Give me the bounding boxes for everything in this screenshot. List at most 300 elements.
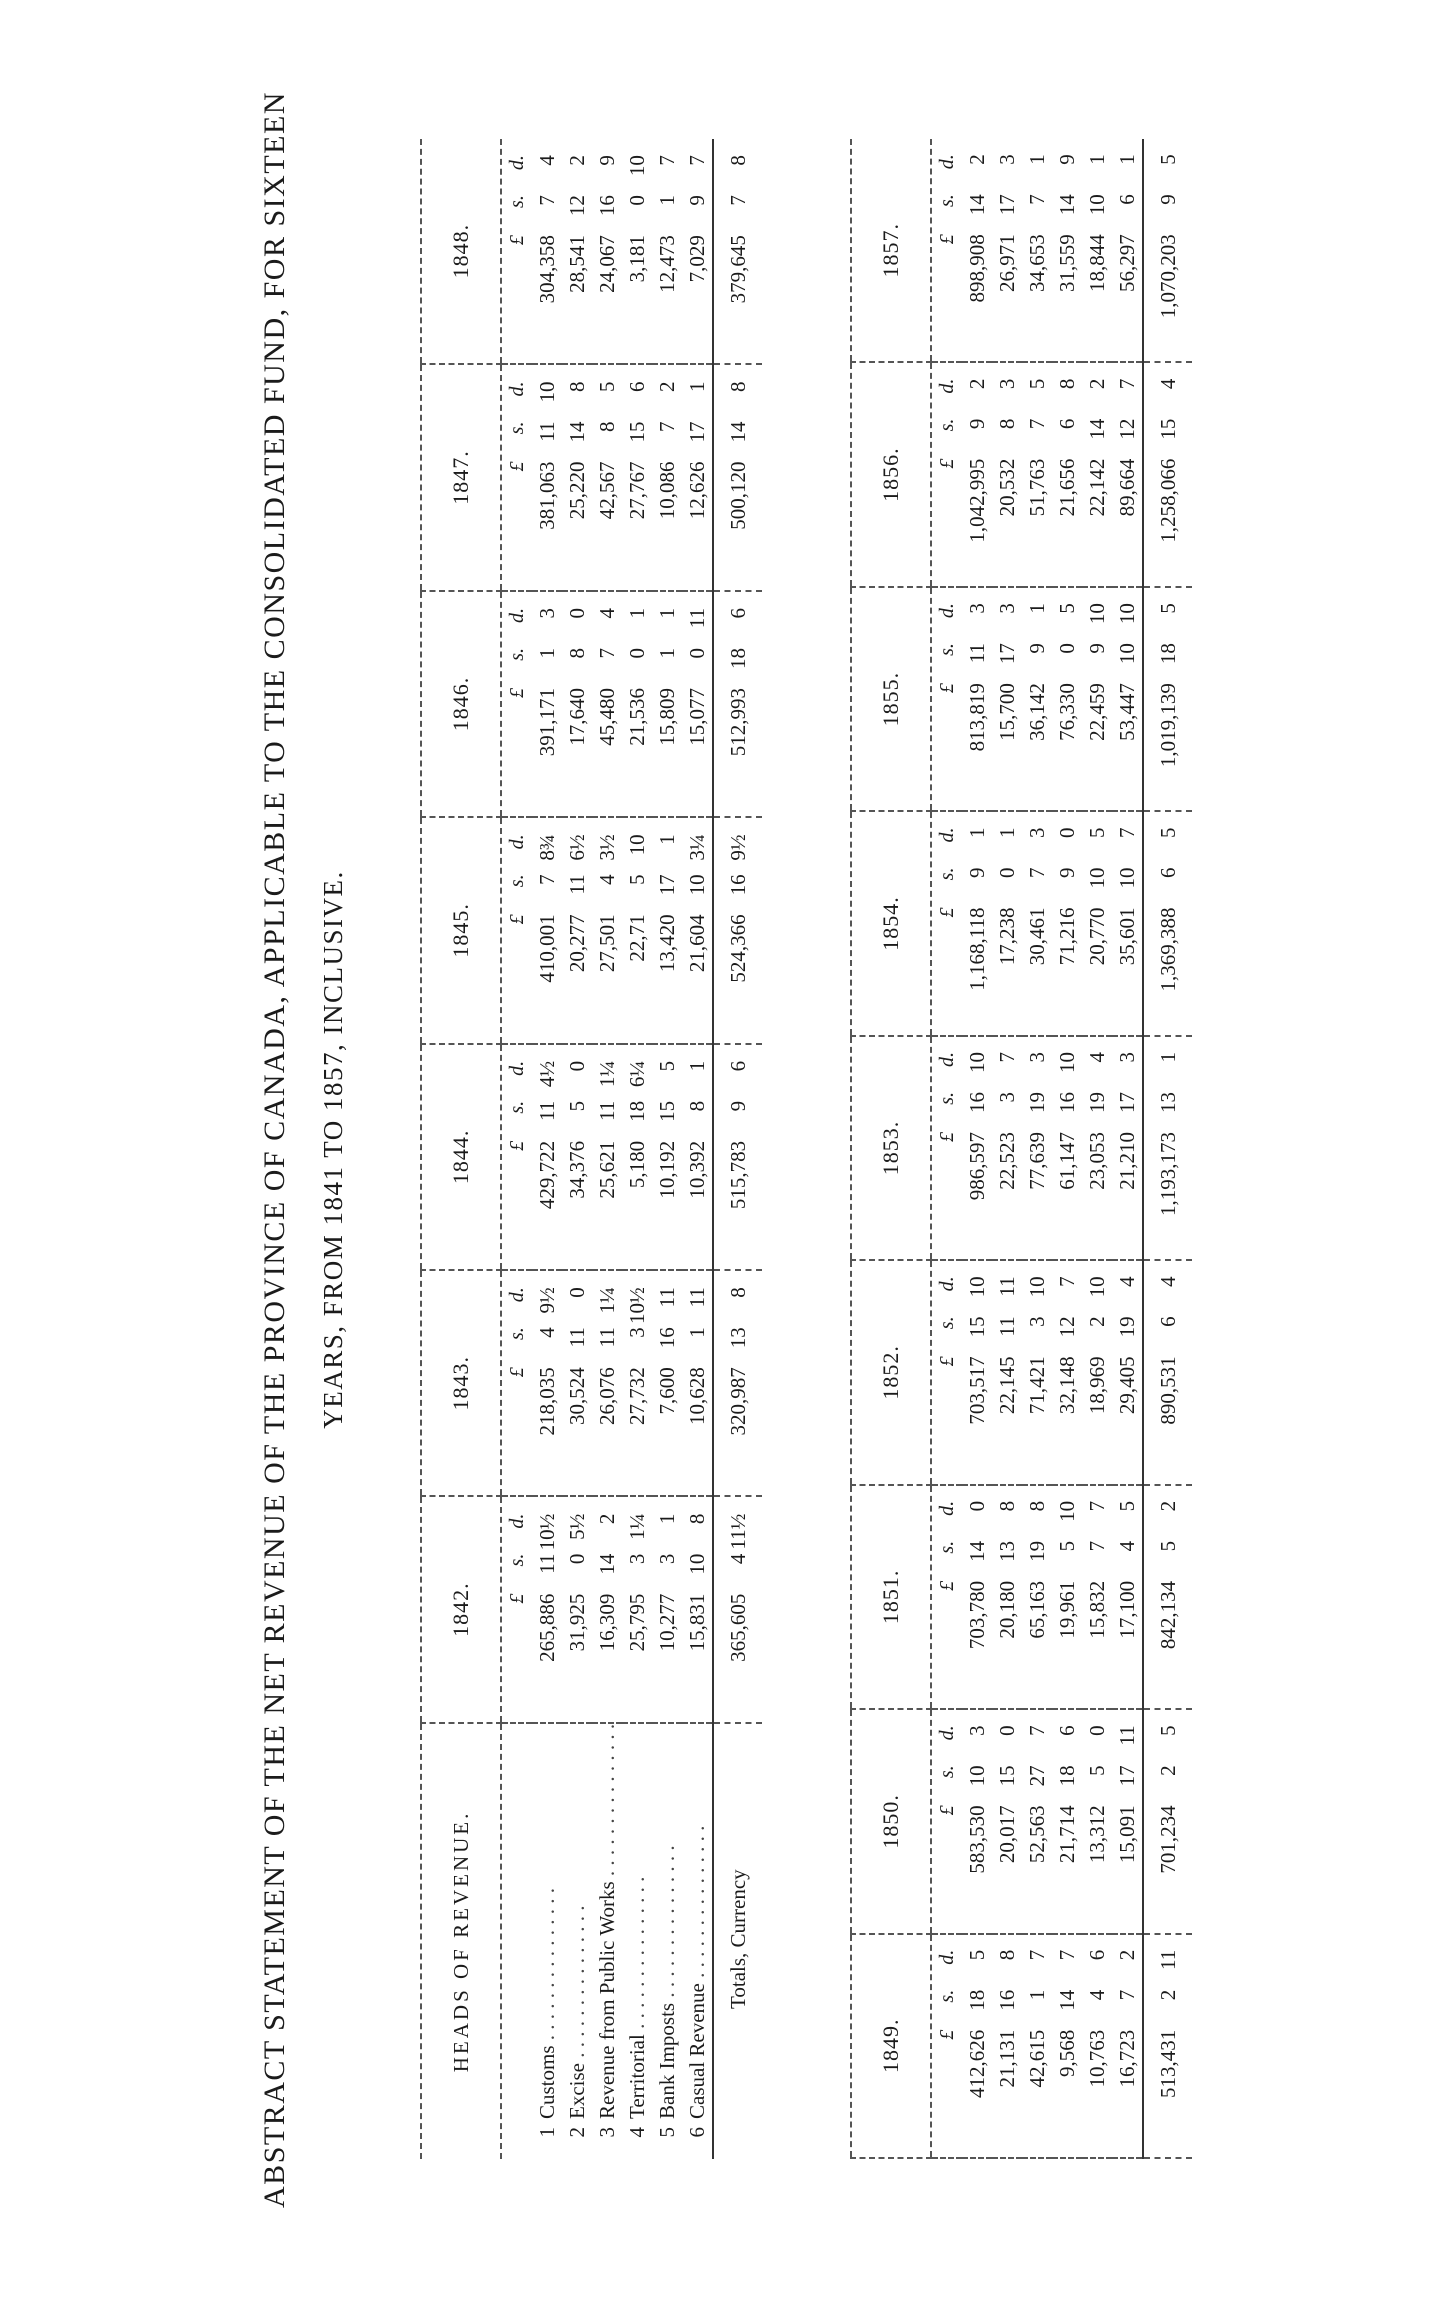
units-cell — [501, 364, 532, 590]
pence-value: 4 — [1084, 1051, 1109, 1063]
pounds-value: 51,763 — [1024, 458, 1049, 517]
table-row — [652, 139, 682, 2159]
pence-value: 7 — [1054, 1276, 1079, 1287]
leader-dots: . . . . . . . . . . . . . . . — [594, 1723, 619, 1882]
units-spacer — [501, 1723, 532, 2159]
total-cell — [713, 591, 762, 817]
pence-value: 3 — [1024, 827, 1049, 839]
leader-dots: . . . . . . . . . . . . . . . — [654, 1845, 679, 2003]
amount-cell — [1022, 1934, 1052, 2158]
pounds-value: 36,142 — [1024, 683, 1049, 741]
pounds-value: 34,653 — [1024, 234, 1049, 292]
total-cell — [713, 139, 762, 364]
pence-unit: d. — [935, 378, 958, 394]
pence-value: 3 — [534, 607, 559, 619]
pounds-value: 583,530 — [964, 1805, 989, 1874]
total-cell — [713, 817, 762, 1043]
pence-unit: d. — [505, 834, 528, 850]
pounds-value: 429,722 — [534, 1140, 559, 1210]
pounds-value: 19,961 — [1054, 1580, 1079, 1639]
shillings-value: 5 — [1054, 1540, 1079, 1552]
pounds-unit: £ — [935, 2029, 958, 2040]
shillings-value: 7 — [1024, 194, 1049, 205]
pounds-value: 20,532 — [994, 458, 1019, 517]
shillings-value: 5 — [624, 874, 649, 885]
pounds-value: 1,258,066 — [1155, 458, 1180, 543]
pounds-unit: £ — [505, 235, 528, 246]
pence-value: 10 — [534, 381, 559, 403]
units-cell — [931, 1709, 962, 1933]
shillings-value: 7 — [1084, 1540, 1109, 1552]
pounds-value: 265,886 — [534, 1593, 559, 1662]
pence-value: 7 — [1054, 1949, 1079, 1961]
pence-unit: d. — [935, 154, 958, 170]
shillings-value: 27 — [1024, 1765, 1049, 1787]
table-row — [1052, 139, 1082, 2158]
amount-cell — [652, 1044, 682, 1270]
pence-value: 0 — [564, 1060, 589, 1072]
pence-value: 2 — [964, 154, 989, 165]
pence-value: 1 — [1024, 603, 1049, 614]
shillings-value: 2 — [1084, 1316, 1109, 1327]
pounds-value: 26,971 — [994, 234, 1019, 292]
year-header: 1856. — [851, 362, 931, 586]
amount-cell — [1052, 1036, 1082, 1260]
table-row — [1022, 139, 1052, 2158]
row-number: 6 — [684, 2127, 709, 2138]
pounds-value: 12,473 — [654, 235, 679, 293]
revenue-head — [562, 1723, 592, 2159]
amount-cell — [962, 1260, 992, 1484]
amount-cell — [562, 1270, 592, 1496]
revenue-head — [652, 1723, 682, 2159]
amount-cell — [532, 591, 562, 817]
totals-label-text: Totals, Currency — [725, 1869, 750, 2009]
pounds-value: 25,621 — [594, 1140, 619, 1199]
revenue-head-label: Revenue from Public Works — [594, 1881, 619, 2119]
shillings-value: 19 — [1024, 1091, 1049, 1113]
pence-value: 6 — [1054, 1725, 1079, 1736]
shillings-value: 8 — [564, 647, 589, 659]
pence-value: 10½ — [534, 1513, 559, 1551]
pence-value: 7 — [1114, 827, 1139, 839]
pounds-unit: £ — [505, 914, 528, 925]
shillings-value: 17 — [684, 421, 709, 443]
amount-cell — [1022, 811, 1052, 1035]
shillings-value: 11 — [534, 1553, 559, 1574]
total-cell — [713, 1270, 762, 1496]
amount-cell — [562, 364, 592, 590]
pence-value: 10 — [624, 155, 649, 177]
pounds-value: 35,601 — [1114, 907, 1139, 966]
amount-cell — [962, 1934, 992, 2158]
amount-cell — [652, 817, 682, 1043]
pounds-unit: £ — [505, 461, 528, 472]
shillings-value: 11 — [964, 643, 989, 664]
year-header: 1846. — [421, 591, 501, 817]
shillings-unit: s. — [935, 643, 958, 656]
shillings-value: 4 — [1114, 1540, 1139, 1552]
leader-dots: . . . . . . . . . . . . . . . — [564, 1905, 589, 2064]
pence-value: 1 — [624, 607, 649, 619]
amount-cell — [962, 1036, 992, 1260]
pence-value: 2 — [1084, 378, 1109, 390]
pence-value: 7 — [1084, 1500, 1109, 1512]
revenue-head-label: Customs — [534, 2045, 559, 2119]
pounds-value: 1,019,139 — [1155, 683, 1180, 768]
amount-cell — [652, 364, 682, 590]
pence-value: 6 — [725, 607, 750, 619]
shillings-value: 17 — [994, 194, 1019, 216]
pence-value: 11 — [654, 1287, 679, 1308]
pence-value: 4 — [1155, 378, 1180, 390]
shillings-value: 15 — [654, 1100, 679, 1122]
shillings-value: 11 — [534, 1100, 559, 1122]
year-header: 1844. — [421, 1044, 501, 1270]
pounds-value: 15,091 — [1114, 1805, 1139, 1864]
pounds-value: 56,297 — [1114, 234, 1139, 292]
shillings-value: 6 — [1114, 194, 1139, 205]
shillings-unit: s. — [505, 1327, 528, 1341]
pounds-unit: £ — [935, 1805, 958, 1816]
table-row — [1112, 139, 1143, 2158]
pence-value: 9 — [1054, 154, 1079, 165]
pence-value: 5 — [1024, 378, 1049, 390]
amount-cell — [562, 817, 592, 1043]
units-cell — [501, 1044, 532, 1270]
units-cell — [501, 817, 532, 1043]
shillings-unit: s. — [505, 874, 528, 888]
amount-cell — [562, 139, 592, 364]
shillings-value: 1 — [534, 647, 559, 659]
amount-cell — [532, 139, 562, 364]
amount-cell — [1052, 811, 1082, 1035]
year-header: 1855. — [851, 587, 931, 811]
pence-unit: d. — [935, 1500, 958, 1516]
pounds-value: 42,567 — [594, 461, 619, 520]
amount-cell — [992, 1036, 1022, 1260]
pence-value: 4½ — [534, 1060, 559, 1088]
pence-unit: d. — [505, 381, 528, 397]
pence-unit: d. — [935, 1276, 958, 1292]
pounds-value: 21,210 — [1114, 1131, 1139, 1190]
pounds-value: 703,517 — [964, 1356, 989, 1425]
pounds-value: 1,168,118 — [964, 907, 989, 991]
units-cell — [931, 1260, 962, 1484]
shillings-value: 9 — [725, 1100, 750, 1112]
pounds-value: 71,421 — [1024, 1356, 1049, 1415]
amount-cell — [962, 362, 992, 586]
pounds-value: 21,714 — [1054, 1805, 1079, 1864]
shillings-value: 9 — [964, 867, 989, 879]
shillings-unit: s. — [935, 1989, 958, 2003]
pounds-value: 1,042,995 — [964, 458, 989, 543]
pounds-value: 320,987 — [725, 1367, 750, 1436]
pounds-unit: £ — [505, 687, 528, 698]
amount-cell — [1082, 811, 1112, 1035]
pence-value: 7 — [654, 155, 679, 166]
shillings-value: 3 — [994, 1091, 1019, 1103]
shillings-value: 8 — [684, 1100, 709, 1112]
shillings-value: 15 — [964, 1316, 989, 1338]
pounds-value: 412,626 — [964, 2029, 989, 2099]
shillings-value: 8 — [994, 418, 1019, 430]
shillings-value: 6 — [1155, 1316, 1180, 1327]
shillings-value: 17 — [1114, 1091, 1139, 1113]
pounds-value: 7,029 — [684, 235, 709, 283]
shillings-value: 14 — [1054, 1989, 1079, 2011]
shillings-value: 0 — [624, 647, 649, 659]
pounds-value: 513,431 — [1155, 2029, 1180, 2099]
pence-value: 5½ — [564, 1513, 589, 1540]
pence-value: 11 — [1155, 1949, 1180, 1971]
pence-value: 1 — [684, 1060, 709, 1072]
total-cell — [1143, 1260, 1192, 1484]
shillings-value: 10 — [1114, 643, 1139, 665]
amount-cell — [682, 591, 713, 817]
table-row — [622, 139, 652, 2159]
pounds-value: 45,480 — [594, 687, 619, 746]
pounds-value: 31,925 — [564, 1593, 589, 1652]
pence-value: 3 — [964, 1725, 989, 1736]
shillings-value: 7 — [534, 874, 559, 885]
year-header: 1850. — [851, 1709, 931, 1933]
pence-value: 8 — [684, 1513, 709, 1525]
revenue-head — [622, 1723, 652, 2159]
pounds-unit: £ — [935, 1580, 958, 1591]
leader-dots: . . . . . . . . . . . . . . . — [624, 1876, 649, 2035]
amount-cell — [652, 1496, 682, 1722]
amount-cell — [592, 1496, 622, 1722]
revenue-head-label: Territorial — [624, 2034, 649, 2119]
year-header: 1854. — [851, 811, 931, 1035]
pence-value: 0 — [994, 1725, 1019, 1736]
shillings-value: 13 — [994, 1540, 1019, 1562]
pounds-value: 5,180 — [624, 1140, 649, 1189]
pence-value: 3 — [994, 154, 1019, 165]
table-row — [592, 139, 622, 2159]
pence-value: 0 — [564, 1287, 589, 1298]
shillings-value: 14 — [1054, 194, 1079, 216]
shillings-value: 5 — [564, 1100, 589, 1112]
pence-value: 4 — [1155, 1276, 1180, 1287]
amount-cell — [1082, 1485, 1112, 1709]
pence-unit: d. — [505, 155, 528, 171]
pence-value: 7 — [1024, 1725, 1049, 1736]
amount-cell — [1112, 1485, 1143, 1709]
shillings-value: 16 — [654, 1327, 679, 1349]
total-cell — [1143, 1485, 1192, 1709]
amount-cell — [1022, 1485, 1052, 1709]
amount-cell — [1082, 139, 1112, 362]
shillings-unit: s. — [505, 1100, 528, 1114]
shillings-value: 10 — [684, 874, 709, 896]
units-cell — [931, 587, 962, 811]
pence-value: 5 — [1114, 1500, 1139, 1512]
pence-value: 2 — [594, 1513, 619, 1525]
pounds-value: 20,017 — [994, 1805, 1019, 1864]
pounds-value: 515,783 — [725, 1140, 750, 1210]
shillings-value: 7 — [725, 195, 750, 206]
pence-value: 6¼ — [624, 1060, 649, 1088]
amount-cell — [562, 1496, 592, 1722]
revenue-head-label: Casual Revenue — [684, 1983, 709, 2119]
pounds-value: 22,459 — [1084, 683, 1109, 741]
total-cell — [713, 364, 762, 590]
pence-value: 5 — [1155, 154, 1180, 165]
shillings-value: 16 — [594, 195, 619, 217]
amount-cell — [1052, 587, 1082, 811]
units-row — [931, 139, 962, 2158]
shillings-value: 16 — [725, 874, 750, 896]
shillings-unit: s. — [505, 647, 528, 661]
pounds-value: 1,070,203 — [1155, 234, 1180, 319]
shillings-value: 15 — [1155, 418, 1180, 440]
pence-unit: d. — [935, 603, 958, 619]
pounds-value: 25,220 — [564, 461, 589, 520]
pence-value: 10 — [1024, 1276, 1049, 1298]
amount-cell — [1082, 1260, 1112, 1484]
amount-cell — [1112, 362, 1143, 586]
pounds-value: 65,163 — [1024, 1580, 1049, 1639]
pounds-value: 986,597 — [964, 1131, 989, 1201]
pounds-value: 17,100 — [1114, 1580, 1139, 1639]
pence-value: 5 — [1084, 827, 1109, 839]
shillings-value: 3 — [654, 1553, 679, 1565]
shillings-value: 18 — [964, 1989, 989, 2011]
pence-value: 8 — [994, 1500, 1019, 1512]
amount-cell — [1082, 1709, 1112, 1933]
pounds-value: 15,809 — [654, 687, 679, 746]
shillings-value: 0 — [1054, 643, 1079, 654]
pounds-unit: £ — [935, 683, 958, 694]
shillings-value: 0 — [684, 647, 709, 659]
pence-value: 11 — [684, 1287, 709, 1308]
pence-value: 11½ — [725, 1513, 750, 1550]
shillings-value: 0 — [624, 195, 649, 206]
amount-cell — [592, 591, 622, 817]
shillings-value: 10 — [1084, 867, 1109, 889]
row-number: 2 — [564, 2127, 589, 2138]
amount-cell — [622, 1270, 652, 1496]
revenue-table-1842-1848 — [420, 139, 762, 2159]
amount-cell — [1052, 1934, 1082, 2158]
amount-cell — [1052, 362, 1082, 586]
pounds-value: 21,656 — [1054, 458, 1079, 517]
pounds-value: 32,148 — [1054, 1356, 1079, 1415]
year-header: 1852. — [851, 1260, 931, 1484]
total-cell — [1143, 1934, 1192, 2158]
shillings-value: 11 — [534, 421, 559, 442]
shillings-value: 6 — [1155, 867, 1180, 879]
units-cell — [931, 139, 962, 362]
pence-value: 5 — [964, 1949, 989, 1961]
pence-value: 1 — [1114, 154, 1139, 165]
shillings-unit: s. — [935, 1540, 958, 1554]
amount-cell — [622, 139, 652, 364]
pence-value: 1 — [1024, 154, 1049, 165]
year-header: 1847. — [421, 364, 501, 590]
pence-value: 10 — [964, 1276, 989, 1298]
pounds-value: 512,993 — [725, 687, 750, 757]
shillings-value: 13 — [1155, 1091, 1180, 1113]
pence-value: 0 — [1084, 1725, 1109, 1736]
total-cell — [1143, 1036, 1192, 1260]
pence-value: 10 — [624, 834, 649, 856]
document-title: ABSTRACT STATEMENT OF THE NET REVENUE OF THE PROVINCE OF CANADA, APPLICABLE TO THE CONSOLIDATED FUND, FOR SIXTEEN — [258, 91, 291, 2208]
pence-value: 6 — [725, 1060, 750, 1072]
shillings-value: 19 — [1114, 1316, 1139, 1338]
amount-cell — [592, 1270, 622, 1496]
total-cell — [1143, 362, 1192, 586]
pounds-value: 16,309 — [594, 1593, 619, 1652]
pounds-value: 3,181 — [624, 235, 649, 283]
amount-cell — [1112, 1709, 1143, 1933]
pounds-value: 391,171 — [534, 687, 559, 757]
pounds-value: 42,615 — [1024, 2029, 1049, 2088]
pence-value: 1 — [654, 607, 679, 619]
document-subtitle: YEARS, FROM 1841 TO 1857, INCLUSIVE. — [318, 870, 348, 1429]
amount-cell — [1052, 1485, 1082, 1709]
pounds-value: 18,969 — [1084, 1356, 1109, 1415]
pounds-value: 22,142 — [1084, 458, 1109, 517]
amount-cell — [682, 1270, 713, 1496]
pounds-value: 23,053 — [1084, 1131, 1109, 1190]
pounds-value: 25,795 — [624, 1593, 649, 1652]
pence-value: 7 — [1024, 1949, 1049, 1961]
pounds-unit: £ — [935, 234, 958, 245]
pence-value: 8¾ — [534, 834, 559, 861]
shillings-value: 9 — [964, 418, 989, 430]
shillings-value: 1 — [654, 647, 679, 659]
pounds-value: 27,501 — [594, 914, 619, 973]
pounds-value: 10,392 — [684, 1140, 709, 1199]
pence-value: 6½ — [564, 834, 589, 861]
shillings-value: 18 — [1155, 643, 1180, 665]
amount-cell — [532, 1496, 562, 1722]
pounds-value: 21,536 — [624, 687, 649, 746]
pounds-unit: £ — [505, 1593, 528, 1604]
shillings-value: 7 — [654, 421, 679, 433]
shillings-value: 14 — [564, 421, 589, 443]
shillings-value: 2 — [1155, 1989, 1180, 2001]
shillings-value: 5 — [1155, 1540, 1180, 1552]
shillings-value: 3 — [1024, 1316, 1049, 1327]
amount-cell — [592, 364, 622, 590]
header-row — [851, 139, 931, 2158]
shillings-value: 0 — [564, 1553, 589, 1565]
pounds-value: 30,461 — [1024, 907, 1049, 966]
pounds-value: 77,639 — [1024, 1131, 1049, 1190]
pence-value: 9 — [594, 155, 619, 166]
pence-unit: d. — [935, 1949, 958, 1965]
pence-unit: d. — [935, 827, 958, 843]
amount-cell — [682, 1044, 713, 1270]
units-cell — [501, 1496, 532, 1722]
shillings-value: 7 — [1024, 418, 1049, 430]
revenue-head — [682, 1723, 713, 2159]
shillings-value: 4 — [1084, 1989, 1109, 2001]
shillings-value: 11 — [994, 1316, 1019, 1337]
pence-value: 9½ — [725, 834, 750, 861]
pounds-value: 52,563 — [1024, 1805, 1049, 1864]
shillings-value: 19 — [1084, 1091, 1109, 1113]
pounds-value: 500,120 — [725, 461, 750, 530]
year-header: 1857. — [851, 139, 931, 362]
amount-cell — [592, 817, 622, 1043]
totals-row — [713, 139, 762, 2159]
pence-value: 1 — [1084, 154, 1109, 165]
